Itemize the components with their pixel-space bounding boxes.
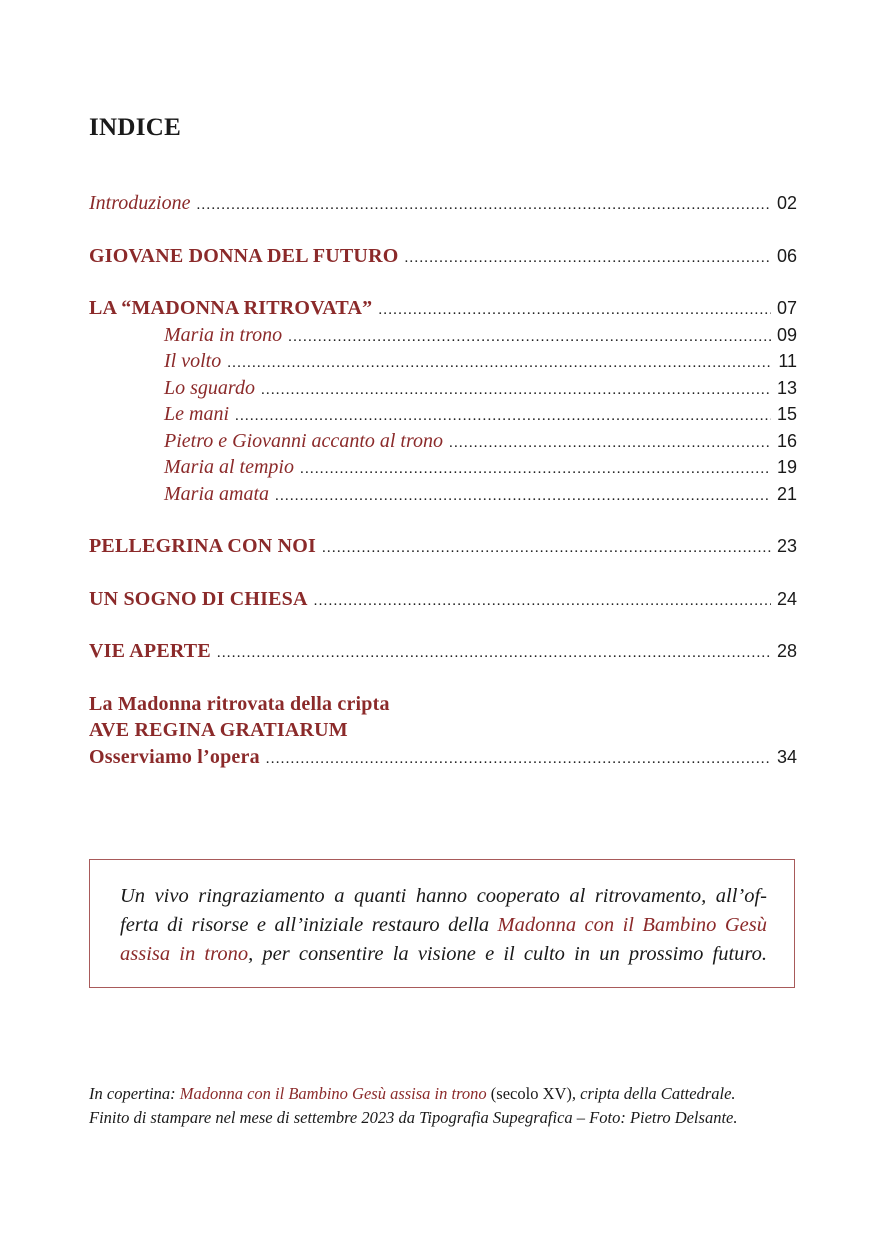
toc-entry xyxy=(89,190,797,217)
toc-entry xyxy=(89,586,797,613)
toc-entry-label: VIE APERTE xyxy=(89,640,211,662)
toc-entry xyxy=(89,454,797,481)
toc-entry xyxy=(89,717,797,744)
toc-entry-label: Lo sguardo xyxy=(164,376,255,399)
toc-entry-page: 11 xyxy=(778,351,797,371)
toc-entry xyxy=(89,375,797,402)
acknowledgement-line: , per consentire la visione e il culto in un prossimo futuro. xyxy=(248,943,767,965)
toc-entry-label: AVE REGINA GRATIARUM xyxy=(89,719,348,741)
cover-credit-prefix: In copertina: xyxy=(89,1084,180,1103)
cover-location: , cripta della Cattedrale. xyxy=(571,1084,736,1103)
toc-leader-dots xyxy=(378,297,771,324)
toc-entry xyxy=(89,322,797,349)
acknowledgement-line: ferta di risorse e all’iniziale restauro della xyxy=(120,914,498,936)
toc-entry-label: Introduzione xyxy=(89,192,191,214)
toc-entry xyxy=(89,744,797,771)
toc-leader-dots xyxy=(235,403,771,430)
toc-entry xyxy=(89,243,797,270)
toc-entry-label: GIOVANE DONNA DEL FUTURO xyxy=(89,244,399,267)
cover-century: (secolo XV) xyxy=(486,1084,572,1103)
toc-entry-page: 02 xyxy=(776,193,797,213)
toc-entry-page: 09 xyxy=(776,324,797,345)
toc-entry-page: 28 xyxy=(776,641,797,661)
toc-entry xyxy=(89,481,797,508)
toc-leader-dots xyxy=(196,192,770,219)
acknowledgement-box xyxy=(89,859,795,988)
toc-entry-page: 06 xyxy=(776,245,797,266)
toc-entry xyxy=(89,638,797,665)
cover-artwork-title: Madonna con il Bambino Gesù assisa in trono xyxy=(179,1084,487,1103)
table-of-contents xyxy=(89,190,797,770)
acknowledgement-line: Un vivo ringraziamento a quanti hanno cooperato al ritrovamento, all’of- xyxy=(120,885,767,907)
toc-entry-page: 34 xyxy=(776,746,797,767)
toc-leader-dots xyxy=(288,324,771,351)
cover-credit xyxy=(89,1082,799,1106)
toc-leader-dots xyxy=(261,377,771,404)
toc-entry-page: 13 xyxy=(776,377,797,398)
toc-entry-label: Maria al tempio xyxy=(164,456,294,478)
toc-entry-label: LA “MADONNA RITROVATA” xyxy=(89,297,373,319)
toc-entry-label: La Madonna ritrovata della cripta xyxy=(89,692,390,715)
artwork-title: Madonna con il Bambino Gesù xyxy=(497,914,767,936)
toc-leader-dots xyxy=(322,535,771,562)
toc-entry-label: Le mani xyxy=(164,403,229,425)
toc-leader-dots xyxy=(275,483,771,510)
colophon xyxy=(89,1082,799,1129)
toc-entry-label: Pietro e Giovanni accanto al trono xyxy=(164,429,444,452)
toc-entry-page: 19 xyxy=(776,457,797,477)
toc-entry xyxy=(89,691,797,718)
toc-entry xyxy=(89,348,797,375)
toc-entry-page: 23 xyxy=(776,536,797,556)
toc-leader-dots xyxy=(217,640,771,667)
toc-leader-dots xyxy=(266,746,771,773)
toc-entry xyxy=(89,533,797,560)
toc-entry-page: 16 xyxy=(776,430,797,451)
toc-leader-dots xyxy=(300,456,771,483)
toc-entry-page: 21 xyxy=(776,483,797,504)
toc-entry xyxy=(89,295,797,322)
page-title: INDICE xyxy=(89,114,182,141)
toc-entry-label: Maria in trono xyxy=(164,323,283,346)
toc-leader-dots xyxy=(404,245,770,272)
toc-entry-page: 07 xyxy=(776,298,797,318)
toc-entry xyxy=(89,428,797,455)
toc-entry-page: 24 xyxy=(776,588,797,609)
toc-leader-dots xyxy=(227,350,772,377)
toc-entry-page: 15 xyxy=(776,404,797,424)
toc-entry xyxy=(89,401,797,428)
toc-entry-label: Osserviamo l’opera xyxy=(89,745,260,768)
toc-entry-label: PELLEGRINA CON NOI xyxy=(89,535,316,557)
artwork-title: assisa in trono xyxy=(120,943,249,965)
toc-entry-label: Maria amata xyxy=(164,482,269,505)
toc-leader-dots xyxy=(449,430,771,457)
toc-leader-dots xyxy=(314,588,771,615)
acknowledgement-text xyxy=(120,882,767,969)
print-credit: Finito di stampare nel mese di settembre 2023 da Tipografia Supegrafica – Foto: Pietro Delsante. xyxy=(89,1107,738,1127)
toc-entry-label: UN SOGNO DI CHIESA xyxy=(89,587,308,610)
toc-entry-label: Il volto xyxy=(164,350,222,372)
